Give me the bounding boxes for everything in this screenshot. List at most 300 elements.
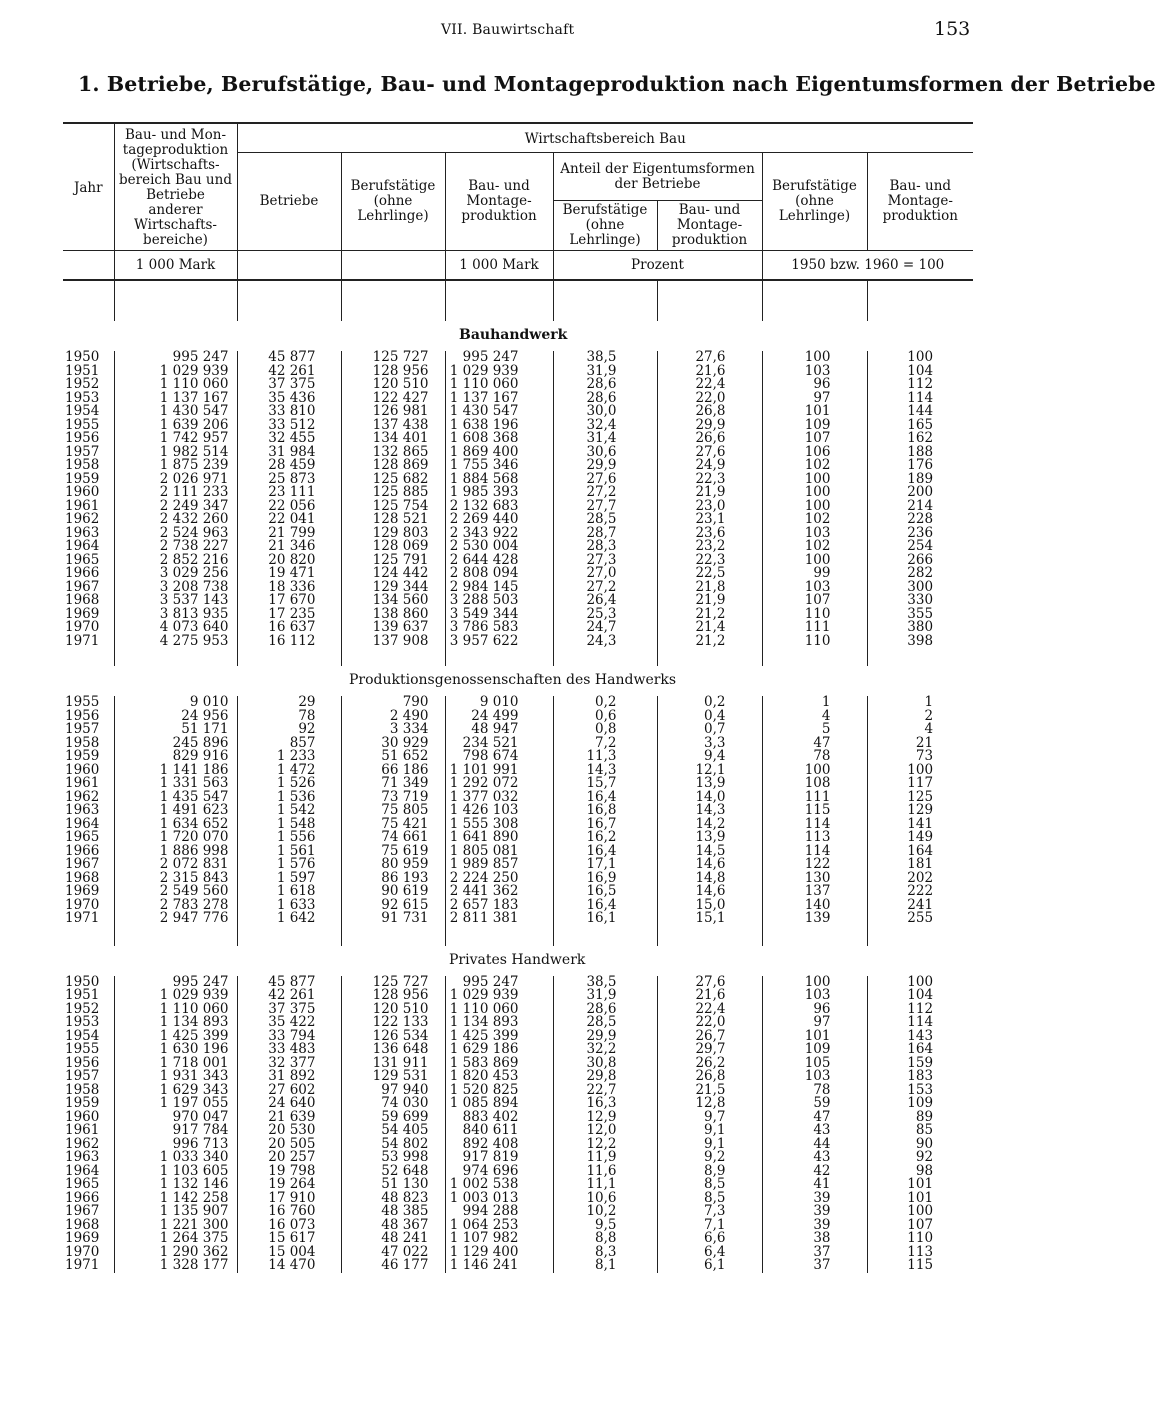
- spacer-cell: [657, 280, 762, 321]
- cell-berufstaetige: 46 177: [341, 1259, 445, 1273]
- cell-index-bau: 115: [867, 1259, 973, 1273]
- cell-anteil-berufstaetige: 10,6: [553, 1192, 657, 1206]
- cell-index-bau: 104: [867, 365, 973, 379]
- cell-bau-montage: 2 441 362: [445, 885, 553, 899]
- cell-anteil-berufstaetige: 25,3: [553, 608, 657, 622]
- cell-bau-montage: 2 269 440: [445, 513, 553, 527]
- cell-berufstaetige: 132 865: [341, 446, 445, 460]
- cell-index-bau: 110: [867, 1232, 973, 1246]
- cell-jahr: 1968: [65, 592, 100, 608]
- cell-bau-gesamt: 1 491 623: [114, 804, 237, 818]
- cell-bau-gesamt: 1 982 514: [114, 446, 237, 460]
- cell-bau-gesamt: 1 103 605: [114, 1165, 237, 1179]
- spacer-cell: [63, 926, 114, 946]
- spacer-cell: [341, 648, 445, 666]
- cell-anteil-berufstaetige: 8,1: [553, 1259, 657, 1273]
- spacer-cell: [341, 280, 445, 321]
- cell-betriebe: 16 637: [237, 621, 341, 635]
- cell-anteil-berufstaetige: 16,9: [553, 872, 657, 886]
- cell-bau-gesamt: 2 549 560: [114, 885, 237, 899]
- spacer-cell: [657, 926, 762, 946]
- spacer-cell: [762, 280, 867, 321]
- table-header: [63, 123, 973, 280]
- cell-betriebe: 18 336: [237, 581, 341, 595]
- cell-anteil-bau: 22,0: [657, 1016, 762, 1030]
- unit-empty: [237, 251, 341, 281]
- cell-berufstaetige: 52 648: [341, 1165, 445, 1179]
- cell-index-berufstaetige: 97: [762, 1016, 867, 1030]
- unit-index: 1950 bzw. 1960 = 100: [762, 251, 973, 281]
- cell-index-berufstaetige: 97: [762, 392, 867, 406]
- cell-jahr: 1956: [65, 1054, 100, 1071]
- cell-anteil-bau: 13,9: [657, 777, 762, 791]
- cell-berufstaetige: 48 823: [341, 1192, 445, 1206]
- cell-anteil-bau: 21,5: [657, 1084, 762, 1098]
- cell-index-bau: 183: [867, 1070, 973, 1084]
- cell-jahr: 1953: [65, 389, 100, 406]
- cell-betriebe: 42 261: [237, 989, 341, 1003]
- cell-betriebe: 35 422: [237, 1016, 341, 1030]
- cell-bau-montage: 48 947: [445, 723, 553, 737]
- cell-bau-montage: 2 984 145: [445, 581, 553, 595]
- cell-jahr: 1958: [65, 457, 100, 473]
- cell-anteil-bau: 15,1: [657, 912, 762, 926]
- cell-berufstaetige: 59 699: [341, 1111, 445, 1125]
- cell-index-bau: 214: [867, 500, 973, 514]
- cell-index-bau: 113: [867, 1246, 973, 1260]
- cell-index-berufstaetige: 100: [762, 500, 867, 514]
- cell-bau-gesamt: 2 738 227: [114, 540, 237, 554]
- cell-jahr: 1960: [65, 484, 100, 500]
- cell-bau-montage: 3 957 622: [445, 635, 553, 649]
- cell-index-bau: 300: [867, 581, 973, 595]
- cell-berufstaetige: 71 349: [341, 777, 445, 791]
- cell-jahr: 1971: [65, 632, 100, 649]
- cell-anteil-berufstaetige: 27,2: [553, 581, 657, 595]
- cell-anteil-bau: 6,6: [657, 1232, 762, 1246]
- cell-anteil-berufstaetige: 17,1: [553, 858, 657, 872]
- unit-tausend-mark: 1 000 Mark: [114, 251, 237, 281]
- cell-betriebe: 1 233: [237, 750, 341, 764]
- cell-bau-gesamt: 970 047: [114, 1111, 237, 1125]
- cell-bau-montage: 1 755 346: [445, 459, 553, 473]
- cell-anteil-bau: 27,6: [657, 446, 762, 460]
- cell-index-berufstaetige: 99: [762, 567, 867, 581]
- cell-bau-montage: 1 583 869: [445, 1057, 553, 1071]
- cell-betriebe: 1 597: [237, 872, 341, 886]
- cell-index-berufstaetige: 39: [762, 1192, 867, 1206]
- cell-anteil-bau: 22,0: [657, 392, 762, 406]
- cell-anteil-bau: 9,1: [657, 1138, 762, 1152]
- cell-bau-montage: 1 129 400: [445, 1246, 553, 1260]
- cell-anteil-bau: 14,2: [657, 818, 762, 832]
- cell-index-berufstaetige: 43: [762, 1151, 867, 1165]
- cell-jahr: 1966: [65, 842, 100, 859]
- cell-index-bau: 176: [867, 459, 973, 473]
- spacer-cell: [237, 648, 341, 666]
- cell-index-bau: 330: [867, 594, 973, 608]
- cell-bau-gesamt: 1 142 258: [114, 1192, 237, 1206]
- cell-jahr: 1954: [65, 403, 100, 419]
- cell-bau-gesamt: 1 197 055: [114, 1097, 237, 1111]
- cell-betriebe: 24 640: [237, 1097, 341, 1111]
- cell-jahr: 1955: [65, 694, 100, 710]
- cell-berufstaetige: 75 421: [341, 818, 445, 832]
- header-bau-gesamt: Bau- und Mon- tageproduktion (Wirtschafts- bereich Bau und Betriebe anderer Wirtschafts- bereiche): [114, 123, 237, 251]
- cell-index-bau: 188: [867, 446, 973, 460]
- cell-anteil-bau: 21,6: [657, 365, 762, 379]
- cell-index-berufstaetige: 103: [762, 989, 867, 1003]
- cell-anteil-bau: 26,6: [657, 432, 762, 446]
- cell-jahr: 1970: [65, 619, 100, 635]
- cell-berufstaetige: 125 754: [341, 500, 445, 514]
- cell-index-bau: 4: [867, 723, 973, 737]
- cell-anteil-berufstaetige: 28,3: [553, 540, 657, 554]
- cell-berufstaetige: 54 405: [341, 1124, 445, 1138]
- cell-betriebe: 92: [237, 723, 341, 737]
- cell-bau-gesamt: 1 875 239: [114, 459, 237, 473]
- cell-bau-montage: 1 426 103: [445, 804, 553, 818]
- cell-berufstaetige: 126 534: [341, 1030, 445, 1044]
- cell-anteil-bau: 6,4: [657, 1246, 762, 1260]
- cell-berufstaetige: 80 959: [341, 858, 445, 872]
- running-header: [0, 18, 1024, 42]
- cell-index-berufstaetige: 38: [762, 1232, 867, 1246]
- cell-anteil-bau: 0,7: [657, 723, 762, 737]
- cell-berufstaetige: 136 648: [341, 1043, 445, 1057]
- cell-betriebe: 27 602: [237, 1084, 341, 1098]
- spacer-cell: [114, 280, 237, 321]
- cell-anteil-berufstaetige: 8,8: [553, 1232, 657, 1246]
- cell-jahr: 1957: [65, 443, 100, 460]
- cell-berufstaetige: 126 981: [341, 405, 445, 419]
- cell-anteil-berufstaetige: 15,7: [553, 777, 657, 791]
- cell-betriebe: 45 877: [237, 976, 341, 990]
- cell-jahr: 1958: [65, 1081, 100, 1098]
- cell-anteil-berufstaetige: 7,2: [553, 737, 657, 751]
- section-title: Privates Handwerk: [449, 951, 586, 968]
- cell-index-bau: 89: [867, 1111, 973, 1125]
- cell-betriebe: 17 670: [237, 594, 341, 608]
- cell-jahr: 1961: [65, 775, 100, 791]
- cell-bau-montage: 1 629 186: [445, 1043, 553, 1057]
- cell-berufstaetige: 75 619: [341, 845, 445, 859]
- cell-betriebe: 19 471: [237, 567, 341, 581]
- cell-index-berufstaetige: 39: [762, 1219, 867, 1233]
- cell-bau-montage: 994 288: [445, 1205, 553, 1219]
- cell-index-berufstaetige: 100: [762, 976, 867, 990]
- cell-index-berufstaetige: 101: [762, 1030, 867, 1044]
- cell-index-berufstaetige: 111: [762, 791, 867, 805]
- cell-betriebe: 1 472: [237, 764, 341, 778]
- cell-betriebe: 28 459: [237, 459, 341, 473]
- cell-index-bau: 114: [867, 392, 973, 406]
- cell-berufstaetige: 86 193: [341, 872, 445, 886]
- cell-index-bau: 100: [867, 351, 973, 365]
- section-spacer: [63, 648, 973, 666]
- cell-bau-gesamt: 1 221 300: [114, 1219, 237, 1233]
- cell-anteil-berufstaetige: 26,4: [553, 594, 657, 608]
- cell-anteil-berufstaetige: 31,4: [553, 432, 657, 446]
- cell-anteil-berufstaetige: 27,3: [553, 554, 657, 568]
- cell-jahr: 1962: [65, 511, 100, 527]
- cell-bau-montage: 883 402: [445, 1111, 553, 1125]
- cell-bau-montage: 2 224 250: [445, 872, 553, 886]
- cell-index-berufstaetige: 100: [762, 486, 867, 500]
- cell-betriebe: 33 512: [237, 419, 341, 433]
- spacer-cell: [553, 926, 657, 946]
- cell-berufstaetige: 129 531: [341, 1070, 445, 1084]
- section-spacer: [63, 926, 973, 946]
- cell-jahr: 1955: [65, 416, 100, 433]
- cell-jahr: 1959: [65, 470, 100, 487]
- table-body: [63, 280, 973, 1273]
- cell-index-bau: 101: [867, 1192, 973, 1206]
- cell-index-berufstaetige: 37: [762, 1246, 867, 1260]
- cell-index-bau: 159: [867, 1057, 973, 1071]
- cell-bau-gesamt: 2 111 233: [114, 486, 237, 500]
- cell-betriebe: 21 346: [237, 540, 341, 554]
- cell-anteil-berufstaetige: 8,3: [553, 1246, 657, 1260]
- cell-betriebe: 78: [237, 710, 341, 724]
- cell-bau-gesamt: 1 264 375: [114, 1232, 237, 1246]
- cell-bau-gesamt: 1 425 399: [114, 1030, 237, 1044]
- cell-bau-gesamt: 1 029 939: [114, 365, 237, 379]
- cell-bau-montage: 840 611: [445, 1124, 553, 1138]
- spacer-cell: [867, 926, 973, 946]
- cell-bau-gesamt: 1 110 060: [114, 1003, 237, 1017]
- cell-betriebe: 33 483: [237, 1043, 341, 1057]
- cell-index-bau: 255: [867, 912, 973, 926]
- cell-betriebe: 22 056: [237, 500, 341, 514]
- cell-anteil-berufstaetige: 22,7: [553, 1084, 657, 1098]
- cell-anteil-berufstaetige: 0,2: [553, 696, 657, 710]
- cell-anteil-bau: 9,1: [657, 1124, 762, 1138]
- cell-betriebe: 23 111: [237, 486, 341, 500]
- cell-index-berufstaetige: 100: [762, 554, 867, 568]
- cell-anteil-bau: 21,9: [657, 486, 762, 500]
- cell-betriebe: 1 576: [237, 858, 341, 872]
- section-spacer-cell: [63, 666, 341, 696]
- cell-bau-montage: 1 146 241: [445, 1259, 553, 1273]
- cell-index-berufstaetige: 102: [762, 459, 867, 473]
- cell-index-berufstaetige: 100: [762, 764, 867, 778]
- cell-bau-montage: 995 247: [445, 976, 553, 990]
- cell-berufstaetige: 30 929: [341, 737, 445, 751]
- cell-anteil-berufstaetige: 16,5: [553, 885, 657, 899]
- cell-bau-gesamt: 1 134 893: [114, 1016, 237, 1030]
- cell-jahr: 1953: [65, 1014, 100, 1030]
- cell-betriebe: 31 984: [237, 446, 341, 460]
- cell-index-berufstaetige: 137: [762, 885, 867, 899]
- cell-index-bau: 380: [867, 621, 973, 635]
- cell-berufstaetige: 92 615: [341, 899, 445, 913]
- cell-jahr: 1964: [65, 815, 100, 832]
- cell-anteil-bau: 22,4: [657, 378, 762, 392]
- cell-anteil-berufstaetige: 9,5: [553, 1219, 657, 1233]
- cell-index-berufstaetige: 96: [762, 378, 867, 392]
- cell-jahr: 1967: [65, 1203, 100, 1219]
- cell-anteil-berufstaetige: 31,9: [553, 989, 657, 1003]
- cell-index-bau: 254: [867, 540, 973, 554]
- cell-berufstaetige: 137 438: [341, 419, 445, 433]
- header-anteil-berufstaetige: Berufstätige (ohne Lehrlinge): [553, 201, 657, 251]
- cell-index-bau: 165: [867, 419, 973, 433]
- statistics-table: [63, 122, 973, 1273]
- cell-bau-montage: 1 989 857: [445, 858, 553, 872]
- cell-jahr: 1969: [65, 883, 100, 899]
- cell-index-bau: 149: [867, 831, 973, 845]
- cell-index-bau: 153: [867, 1084, 973, 1098]
- cell-index-berufstaetige: 47: [762, 737, 867, 751]
- cell-jahr: 1966: [65, 565, 100, 581]
- cell-bau-gesamt: 2 524 963: [114, 527, 237, 541]
- cell-bau-gesamt: 1 742 957: [114, 432, 237, 446]
- cell-bau-gesamt: 1 132 146: [114, 1178, 237, 1192]
- cell-bau-gesamt: 245 896: [114, 737, 237, 751]
- cell-jahr: 1966: [65, 1189, 100, 1206]
- cell-index-berufstaetige: 78: [762, 750, 867, 764]
- cell-bau-gesamt: 4 073 640: [114, 621, 237, 635]
- cell-index-bau: 241: [867, 899, 973, 913]
- cell-index-berufstaetige: 115: [762, 804, 867, 818]
- cell-jahr: 1950: [65, 349, 100, 365]
- cell-bau-montage: 1 064 253: [445, 1219, 553, 1233]
- header-betriebe: Betriebe: [237, 153, 341, 251]
- cell-bau-montage: 2 530 004: [445, 540, 553, 554]
- cell-anteil-bau: 12,8: [657, 1097, 762, 1111]
- cell-berufstaetige: 2 490: [341, 710, 445, 724]
- cell-jahr: 1954: [65, 1027, 100, 1044]
- cell-betriebe: 21 799: [237, 527, 341, 541]
- cell-anteil-bau: 0,4: [657, 710, 762, 724]
- cell-anteil-bau: 3,3: [657, 737, 762, 751]
- cell-anteil-bau: 23,1: [657, 513, 762, 527]
- cell-bau-gesamt: 2 026 971: [114, 473, 237, 487]
- cell-index-berufstaetige: 103: [762, 527, 867, 541]
- spacer-cell: [341, 926, 445, 946]
- spacer-cell: [553, 648, 657, 666]
- section-spacer: [63, 280, 973, 321]
- cell-index-berufstaetige: 103: [762, 365, 867, 379]
- cell-jahr: 1958: [65, 734, 100, 751]
- cell-anteil-bau: 6,1: [657, 1259, 762, 1273]
- cell-index-berufstaetige: 109: [762, 1043, 867, 1057]
- cell-index-berufstaetige: 108: [762, 777, 867, 791]
- cell-index-berufstaetige: 139: [762, 912, 867, 926]
- cell-index-bau: 104: [867, 989, 973, 1003]
- header-bau-montage: Bau- und Montage- produktion: [445, 153, 553, 251]
- cell-anteil-berufstaetige: 29,9: [553, 1030, 657, 1044]
- spacer-cell: [867, 280, 973, 321]
- cell-bau-montage: 1 884 568: [445, 473, 553, 487]
- cell-bau-montage: 2 657 183: [445, 899, 553, 913]
- cell-index-bau: 100: [867, 764, 973, 778]
- cell-berufstaetige: 51 652: [341, 750, 445, 764]
- cell-bau-gesamt: 2 783 278: [114, 899, 237, 913]
- cell-anteil-bau: 26,7: [657, 1030, 762, 1044]
- unit-empty: [341, 251, 445, 281]
- cell-anteil-berufstaetige: 24,3: [553, 635, 657, 649]
- cell-bau-montage: 1 085 894: [445, 1097, 553, 1111]
- cell-betriebe: 1 526: [237, 777, 341, 791]
- spacer-cell: [445, 648, 553, 666]
- cell-berufstaetige: 73 719: [341, 791, 445, 805]
- cell-bau-gesamt: 1 634 652: [114, 818, 237, 832]
- cell-anteil-berufstaetige: 16,8: [553, 804, 657, 818]
- cell-jahr: 1967: [65, 578, 100, 595]
- cell-berufstaetige: 97 940: [341, 1084, 445, 1098]
- section-header-row: [63, 666, 973, 696]
- cell-betriebe: 1 548: [237, 818, 341, 832]
- cell-index-bau: 109: [867, 1097, 973, 1111]
- cell-anteil-berufstaetige: 16,3: [553, 1097, 657, 1111]
- cell-berufstaetige: 75 805: [341, 804, 445, 818]
- cell-anteil-bau: 9,2: [657, 1151, 762, 1165]
- cell-bau-montage: 1 029 939: [445, 989, 553, 1003]
- cell-bau-montage: 1 377 032: [445, 791, 553, 805]
- cell-index-berufstaetige: 78: [762, 1084, 867, 1098]
- header-anteil: Anteil der Eigentumsformen der Betriebe: [553, 153, 762, 201]
- unit-prozent: Prozent: [553, 251, 762, 281]
- cell-betriebe: 1 561: [237, 845, 341, 859]
- cell-anteil-bau: 14,0: [657, 791, 762, 805]
- cell-anteil-bau: 7,1: [657, 1219, 762, 1233]
- spacer-cell: [657, 648, 762, 666]
- cell-index-bau: 90: [867, 1138, 973, 1152]
- header-berufstaetige: Berufstätige (ohne Lehrlinge): [341, 153, 445, 251]
- cell-anteil-berufstaetige: 12,0: [553, 1124, 657, 1138]
- page-number: 153: [934, 18, 971, 40]
- cell-anteil-bau: 24,9: [657, 459, 762, 473]
- cell-anteil-berufstaetige: 28,5: [553, 1016, 657, 1030]
- cell-anteil-berufstaetige: 10,2: [553, 1205, 657, 1219]
- cell-anteil-bau: 22,4: [657, 1003, 762, 1017]
- cell-index-bau: 112: [867, 1003, 973, 1017]
- cell-index-bau: 98: [867, 1165, 973, 1179]
- cell-bau-montage: 1 520 825: [445, 1084, 553, 1098]
- cell-berufstaetige: 53 998: [341, 1151, 445, 1165]
- cell-anteil-bau: 21,9: [657, 594, 762, 608]
- cell-anteil-bau: 21,4: [657, 621, 762, 635]
- cell-anteil-berufstaetige: 38,5: [553, 351, 657, 365]
- cell-betriebe: 33 810: [237, 405, 341, 419]
- cell-anteil-berufstaetige: 28,5: [553, 513, 657, 527]
- cell-anteil-berufstaetige: 28,6: [553, 1003, 657, 1017]
- cell-jahr: 1959: [65, 1095, 100, 1111]
- cell-index-berufstaetige: 101: [762, 405, 867, 419]
- cell-anteil-bau: 8,5: [657, 1178, 762, 1192]
- cell-betriebe: 19 798: [237, 1165, 341, 1179]
- cell-betriebe: 1 542: [237, 804, 341, 818]
- cell-bau-montage: 1 292 072: [445, 777, 553, 791]
- cell-betriebe: 33 794: [237, 1030, 341, 1044]
- cell-jahr: 1950: [65, 973, 100, 990]
- cell-anteil-berufstaetige: 28,6: [553, 378, 657, 392]
- cell-anteil-bau: 23,2: [657, 540, 762, 554]
- cell-anteil-bau: 21,2: [657, 635, 762, 649]
- cell-index-bau: 236: [867, 527, 973, 541]
- cell-anteil-berufstaetige: 29,9: [553, 459, 657, 473]
- cell-index-berufstaetige: 107: [762, 432, 867, 446]
- cell-bau-gesamt: 1 931 343: [114, 1070, 237, 1084]
- cell-betriebe: 35 436: [237, 392, 341, 406]
- cell-anteil-berufstaetige: 11,9: [553, 1151, 657, 1165]
- cell-bau-gesamt: 3 208 738: [114, 581, 237, 595]
- cell-index-berufstaetige: 42: [762, 1165, 867, 1179]
- cell-index-bau: 266: [867, 554, 973, 568]
- cell-anteil-berufstaetige: 27,2: [553, 486, 657, 500]
